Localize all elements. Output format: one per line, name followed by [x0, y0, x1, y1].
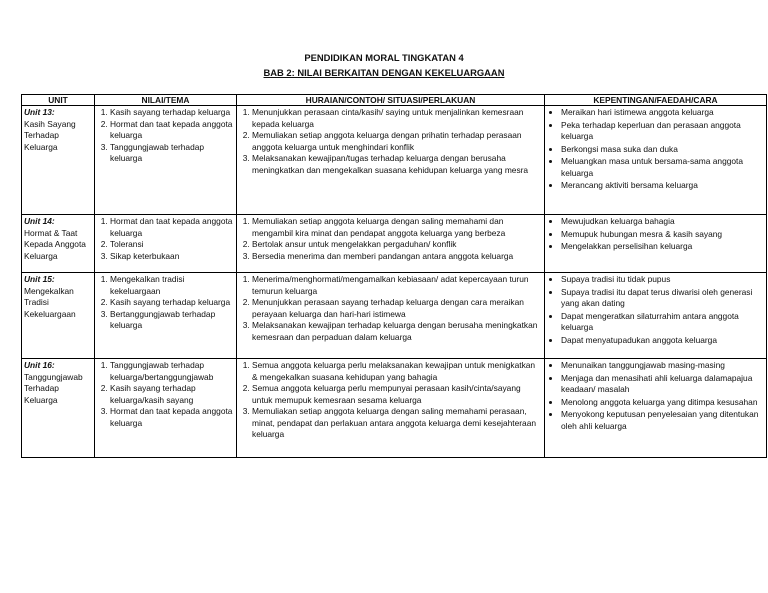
list-item: 2. Kasih sayang terhadap keluarga — [110, 297, 234, 309]
unit-cell — [22, 273, 95, 359]
kepentingan-list — [547, 274, 764, 346]
list-item: • Menunaikan tanggungjawab masing-masing — [561, 360, 764, 372]
unit-number: Unit 14: — [24, 216, 55, 226]
huraian-cell — [237, 273, 545, 359]
list-item: 2. Kasih sayang terhadap keluarga/kasih sayang — [110, 383, 234, 406]
list-item: 1. Tanggungjawab terhadap keluarga/bertanggungjawab — [110, 360, 234, 383]
list-item: 2. Toleransi — [110, 239, 234, 251]
huraian-cell — [237, 215, 545, 273]
column-header-unit: UNIT — [22, 95, 95, 106]
list-item: 1. Memuliakan setiap anggota keluarga dengan saling memahami dan mengambil kira minat dan pendapat anggota keluarga yang berbeza — [252, 216, 542, 239]
nilai-list — [97, 107, 234, 165]
list-item: 3. Bertanggungjawab terhadap keluarga — [110, 309, 234, 332]
list-item: 1. Kasih sayang terhadap keluarga — [110, 107, 234, 119]
unit-cell — [22, 106, 95, 215]
list-item: 1. Hormat dan taat kepada anggota keluarga — [110, 216, 234, 239]
kepentingan-cell — [545, 106, 767, 215]
list-item: • Supaya tradisi itu tidak pupus — [561, 274, 764, 286]
huraian-cell — [237, 106, 545, 215]
unit-name: Hormat & Taat Kepada Anggota Keluarga — [24, 227, 86, 261]
unit-name: Mengekalkan Tradisi Kekeluargaan — [24, 285, 76, 319]
unit-cell — [22, 359, 95, 458]
unit-number: Unit 16: — [24, 360, 55, 370]
nilai-cell — [95, 359, 237, 458]
huraian-list — [239, 107, 542, 176]
list-item: • Meluangkan masa untuk bersama-sama anggota keluarga — [561, 156, 764, 179]
list-item: 1. Semua anggota keluarga perlu melaksanakan kewajipan untuk menigkatkan & mengekalkan suasana kehidupan yang bahagia — [252, 360, 542, 383]
list-item: 2. Memuliakan setiap anggota keluarga dengan prihatin terhadap perasaan anggota keluarga untuk menghindari konflik — [252, 130, 542, 153]
list-item: 1. Mengekalkan tradisi kekeluargaan — [110, 274, 234, 297]
huraian-list — [239, 216, 542, 262]
list-item: • Dapat mengeratkan silaturrahim antara anggota keluarga — [561, 311, 764, 334]
unit-number: Unit 13: — [24, 107, 55, 117]
list-item: 3. Hormat dan taat kepada anggota keluarga — [110, 406, 234, 429]
kepentingan-list — [547, 360, 764, 432]
list-item: • Merancang aktiviti bersama keluarga — [561, 180, 764, 192]
unit-cell — [22, 215, 95, 273]
column-header-huraian: HURAIAN/CONTOH/ SITUASI/PERLAKUAN — [237, 95, 545, 106]
column-header-kepentingan: KEPENTINGAN/FAEDAH/CARA — [545, 95, 767, 106]
unit-name: Kasih Sayang Terhadap Keluarga — [24, 118, 76, 152]
nilai-list — [97, 216, 234, 262]
nilai-cell — [95, 273, 237, 359]
unit-name: Tanggungjawab Terhadap Keluarga — [24, 371, 83, 405]
list-item: • Mewujudkan keluarga bahagia — [561, 216, 764, 228]
kepentingan-cell — [545, 273, 767, 359]
list-item: • Menolong anggota keluarga yang ditimpa kesusahan — [561, 397, 764, 409]
kepentingan-cell — [545, 359, 767, 458]
list-item: 2. Bertolak ansur untuk mengelakkan pergaduhan/ konflik — [252, 239, 542, 251]
nilai-list — [97, 360, 234, 429]
list-item: 3. Melaksanakan kewajipan/tugas terhadap keluarga dengan berusaha meningkatkan dan mengekalkan suasana kehidupan keluarga yang mesra — [252, 153, 542, 176]
table-row — [22, 215, 767, 273]
kepentingan-list — [547, 216, 764, 253]
table-row — [22, 273, 767, 359]
document-subtitle: BAB 2: NILAI BERKAITAN DENGAN KEKELUARGAAN — [263, 67, 505, 78]
list-item: 3. Bersedia menerima dan memberi pandangan antara anggota keluarga — [252, 251, 542, 263]
list-item: • Dapat menyatupadukan anggota keluarga — [561, 335, 764, 347]
list-item: • Peka terhadap keperluan dan perasaan anggota keluarga — [561, 120, 764, 143]
table-row — [22, 359, 767, 458]
moral-values-table — [21, 94, 767, 458]
list-item: • Memupuk hubungan mesra & kasih sayang — [561, 229, 764, 241]
unit-number: Unit 15: — [24, 274, 55, 284]
document-title: PENDIDIKAN MORAL TINGKATAN 4 — [304, 52, 464, 63]
nilai-list — [97, 274, 234, 332]
list-item: • Berkongsi masa suka dan duka — [561, 144, 764, 156]
kepentingan-list — [547, 107, 764, 192]
list-item: 1. Menerima/menghormati/mengamalkan kebiasaan/ adat kepercayaan turun temurun keluarga — [252, 274, 542, 297]
list-item: 3. Tanggungjawab terhadap keluarga — [110, 142, 234, 165]
list-item: 1. Menunjukkan perasaan cinta/kasih/ saying untuk menjalinkan kemesraan kepada keluarga — [252, 107, 542, 130]
kepentingan-cell — [545, 215, 767, 273]
list-item: • Menjaga dan menasihati ahli keluarga dalamapajua keadaan/ masalah — [561, 373, 764, 396]
nilai-cell — [95, 106, 237, 215]
table-row — [22, 106, 767, 215]
list-item: 3. Melaksanakan kewajipan terhadap keluarga dengan berusaha meningkatkan kemesraan dan perpaduan dalam keluarga — [252, 320, 542, 343]
huraian-list — [239, 360, 542, 441]
list-item: • Menyokong keputusan penyelesaian yang ditentukan oleh ahli keluarga — [561, 409, 764, 432]
list-item: 3. Memuliakan setiap anggota keluarga dengan saling memahami perasaan, minat, pendapat dan perlakuan antara anggota keluarga demi kesejahteraan keluarga — [252, 406, 542, 441]
huraian-list — [239, 274, 542, 343]
table-header-row — [22, 95, 767, 106]
list-item: • Meraikan hari istimewa anggota keluarga — [561, 107, 764, 119]
list-item: 2. Menunjukkan perasaan sayang terhadap keluarga dengan cara meraikan perayaan keluarga dan hari-hari istimewa — [252, 297, 542, 320]
column-header-nilai: NILAI/TEMA — [95, 95, 237, 106]
list-item: 2. Hormat dan taat kepada anggota keluarga — [110, 119, 234, 142]
list-item: 3. Sikap keterbukaan — [110, 251, 234, 263]
list-item: 2. Semua anggota keluarga perlu mempunyai perasaan kasih/cinta/sayang untuk memupuk kemesraan sesama keluarga — [252, 383, 542, 406]
huraian-cell — [237, 359, 545, 458]
list-item: • Mengelakkan perselisihan keluarga — [561, 241, 764, 253]
list-item: • Supaya tradisi itu dapat terus diwarisi oleh generasi yang akan dating — [561, 287, 764, 310]
nilai-cell — [95, 215, 237, 273]
